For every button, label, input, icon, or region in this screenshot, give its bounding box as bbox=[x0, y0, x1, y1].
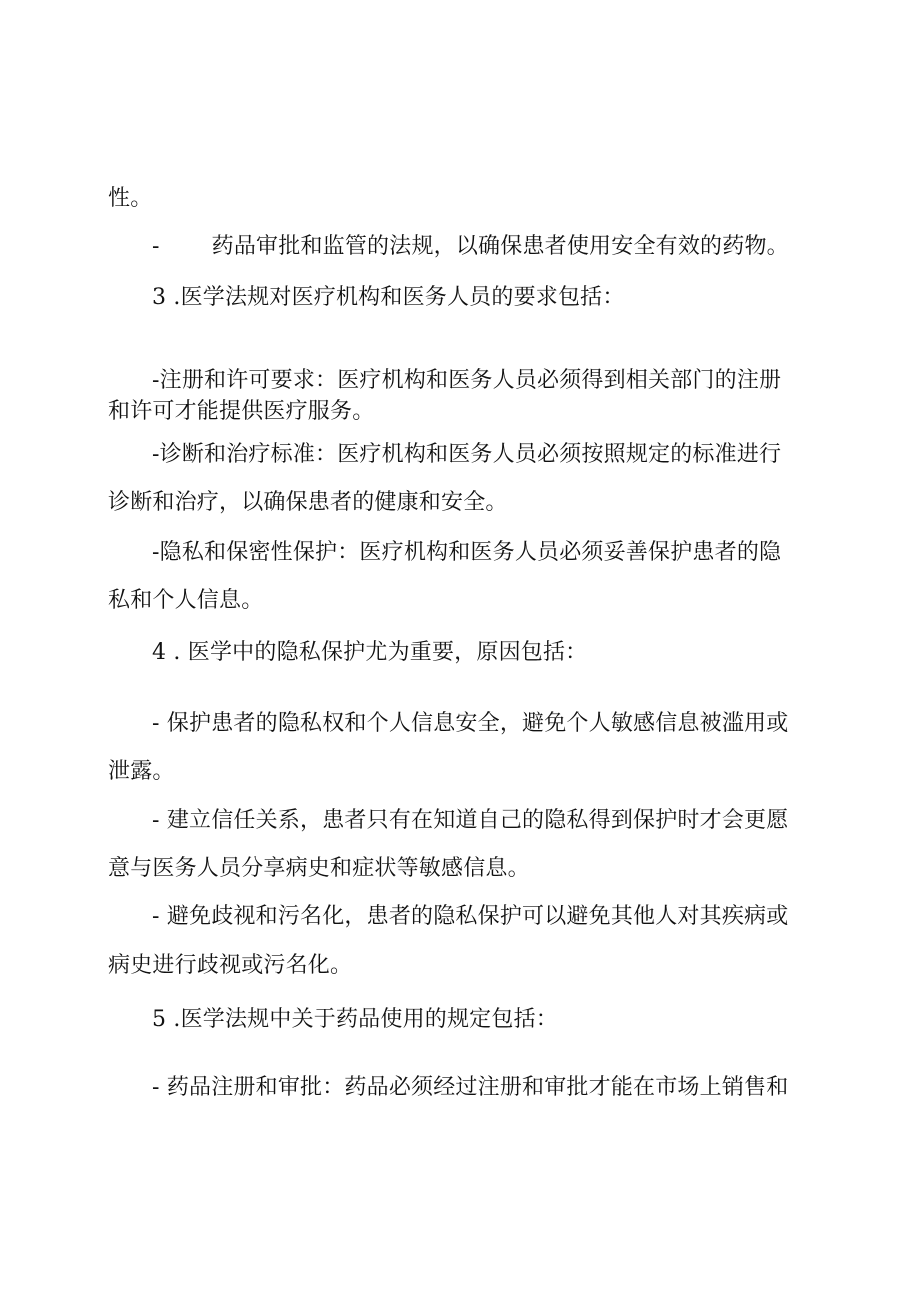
list-item-line: -注册和许可要求：医疗机构和医务人员必须得到相关部门的注册 bbox=[152, 368, 782, 393]
list-item-line: -隐私和保密性保护：医疗机构和医务人员必须妥善保护患者的隐 bbox=[152, 540, 782, 565]
list-item-line: - 建立信任关系，患者只有在知道自己的隐私得到保护时才会更愿 bbox=[152, 808, 789, 833]
list-item-line: -诊断和治疗标准：医疗机构和医务人员必须按照规定的标准进行 bbox=[152, 442, 782, 467]
list-item-continuation: 意与医务人员分享病史和症状等敏感信息。 bbox=[108, 856, 530, 881]
list-item-continuation: 私和个人信息。 bbox=[108, 588, 264, 613]
list-item-continuation: 诊断和治疗，以确保患者的健康和安全。 bbox=[108, 490, 508, 515]
list-item-line bbox=[152, 232, 872, 262]
section-heading-5: 5 .医学法规中关于药品使用的规定包括： bbox=[152, 1007, 558, 1032]
list-item-text: 药品审批和监管的法规，以确保患者使用安全有效的药物。 bbox=[211, 234, 789, 259]
paragraph-line: 性。 bbox=[108, 186, 153, 211]
list-item-line: - 药品注册和审批：药品必须经过注册和审批才能在市场上销售和 bbox=[152, 1075, 789, 1100]
list-item-continuation: 泄露。 bbox=[108, 759, 175, 784]
list-item-continuation: 病史进行歧视或污名化。 bbox=[108, 953, 353, 978]
list-item-line: - 保护患者的隐私权和个人信息安全，避免个人敏感信息被滥用或 bbox=[152, 711, 789, 736]
section-heading-4: 4 . 医学中的隐私保护尤为重要，原因包括： bbox=[152, 640, 588, 665]
section-heading-3: 3 .医学法规对医疗机构和医务人员的要求包括： bbox=[152, 285, 625, 310]
list-item-line: - 避免歧视和污名化，患者的隐私保护可以避免其他人对其疾病或 bbox=[152, 904, 789, 929]
list-item-continuation: 和许可才能提供医疗服务。 bbox=[108, 399, 375, 424]
list-dash: - bbox=[152, 234, 160, 259]
